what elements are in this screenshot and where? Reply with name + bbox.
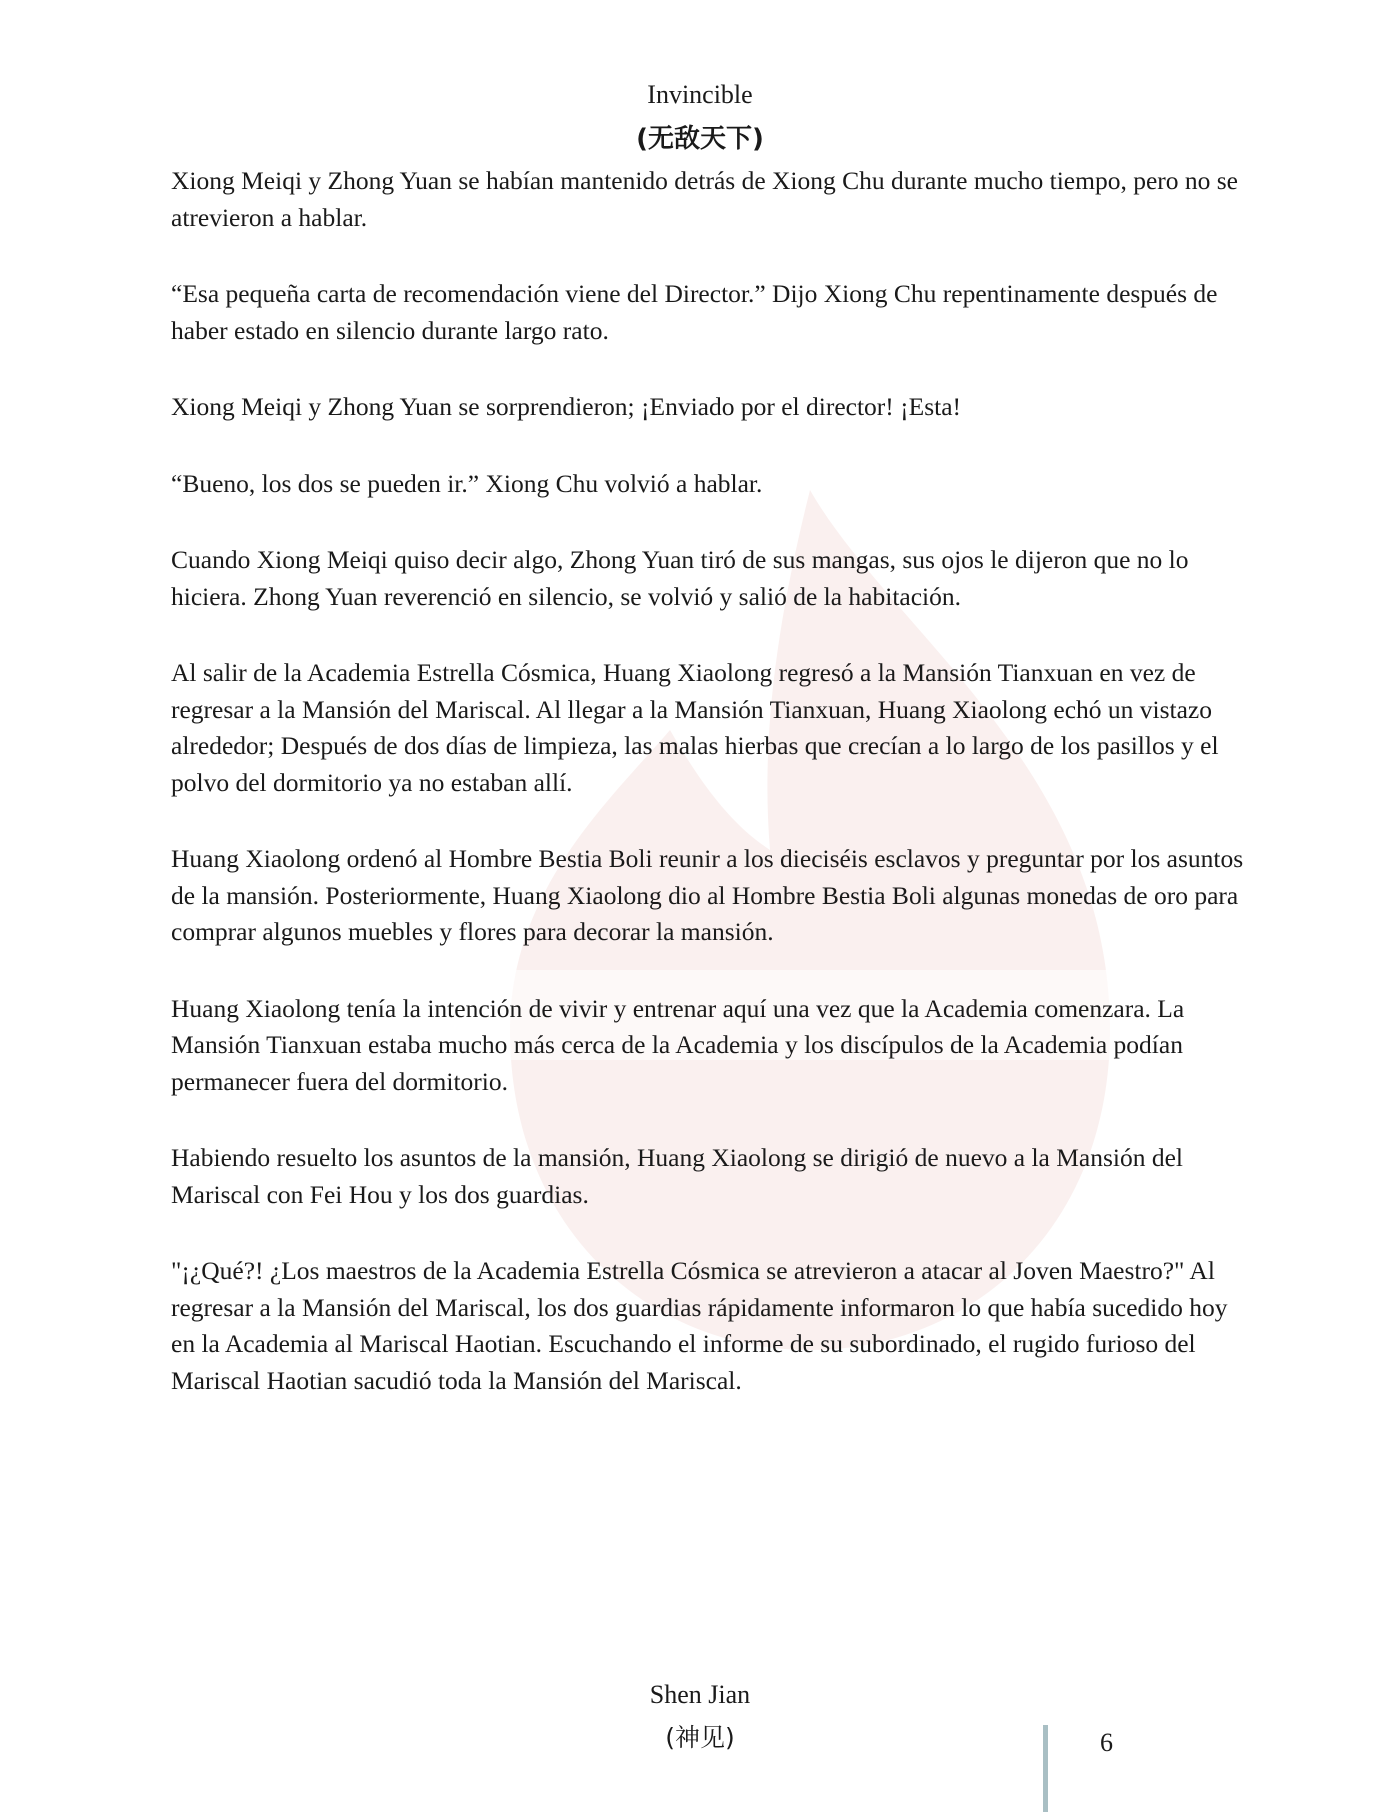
paragraph: Habiendo resuelto los asuntos de la mansión, Huang Xiaolong se dirigió de nuevo a la Mansión del Mariscal con Fei Hou y los dos guardias. [171, 1143, 1184, 1209]
paragraph: Xiong Meiqi y Zhong Yuan se sorprendieron; ¡Enviado por el director! ¡Esta! [171, 392, 962, 421]
paragraph: Huang Xiaolong tenía la intención de vivir y entrenar aquí una vez que la Academia comenzara. La Mansión Tianxuan estaba mucho más cerca de la Academia y los discípulos de la Academia podían permanecer fuera del dormitorio. [171, 993, 1185, 1096]
paragraph: Huang Xiaolong ordenó al Hombre Bestia Boli reunir a los dieciséis esclavos y preguntar por los asuntos de la mansión. Posteriormente, Huang Xiaolong dio al Hombre Bestia Boli algunas monedas de oro para comprar algunos muebles y flores para decorar la mansión. [171, 844, 1244, 946]
paragraph: "¡¿Qué?! ¿Los maestros de la Academia Estrella Cósmica se atrevieron a atacar al Joven Maestro?" Al regresar a la Mansión del Mariscal, los dos guardias rápidamente informaron lo que había sucedido hoy en la Academia al Mariscal Haotian. Escuchando el informe de su subordinado, el rugido furioso del Mariscal Haotian sacudió toda la Mansión del Mariscal. [171, 1256, 1228, 1395]
body-text [171, 163, 1246, 1439]
footer-author-chinese: (神见) [665, 1723, 735, 1752]
paragraph: Al salir de la Academia Estrella Cósmica, Huang Xiaolong regresó a la Mansión Tianxuan en vez de regresar a la Mansión del Mariscal. Al llegar a la Mansión Tianxuan, Huang Xiaolong echó un vistazo alrededor; Después de dos días de limpieza, las malas hierbas que crecían a lo largo de los pasillos y el polvo del dormitorio ya no estaban allí. [171, 658, 1219, 797]
header-subtitle: (无敌天下) [636, 124, 764, 154]
page-number: 6 [1100, 1728, 1113, 1757]
paragraph: Xiong Meiqi y Zhong Yuan se habían mantenido detrás de Xiong Chu durante mucho tiempo, pero no se atrevieron a hablar. [171, 166, 1239, 232]
header-title: Invincible [647, 80, 753, 109]
paragraph: “Esa pequeña carta de recomendación viene del Director.” Dijo Xiong Chu repentinamente después de haber estado en silencio durante largo rato. [171, 279, 1218, 345]
footer-divider [1043, 1725, 1048, 1812]
paragraph: Cuando Xiong Meiqi quiso decir algo, Zhong Yuan tiró de sus mangas, sus ojos le dijeron que no lo hiciera. Zhong Yuan reverenció en silencio, se volvió y salió de la habitación. [171, 545, 1189, 611]
paragraph: “Bueno, los dos se pueden ir.” Xiong Chu volvió a hablar. [171, 468, 763, 498]
footer-author: Shen Jian [649, 1680, 751, 1709]
